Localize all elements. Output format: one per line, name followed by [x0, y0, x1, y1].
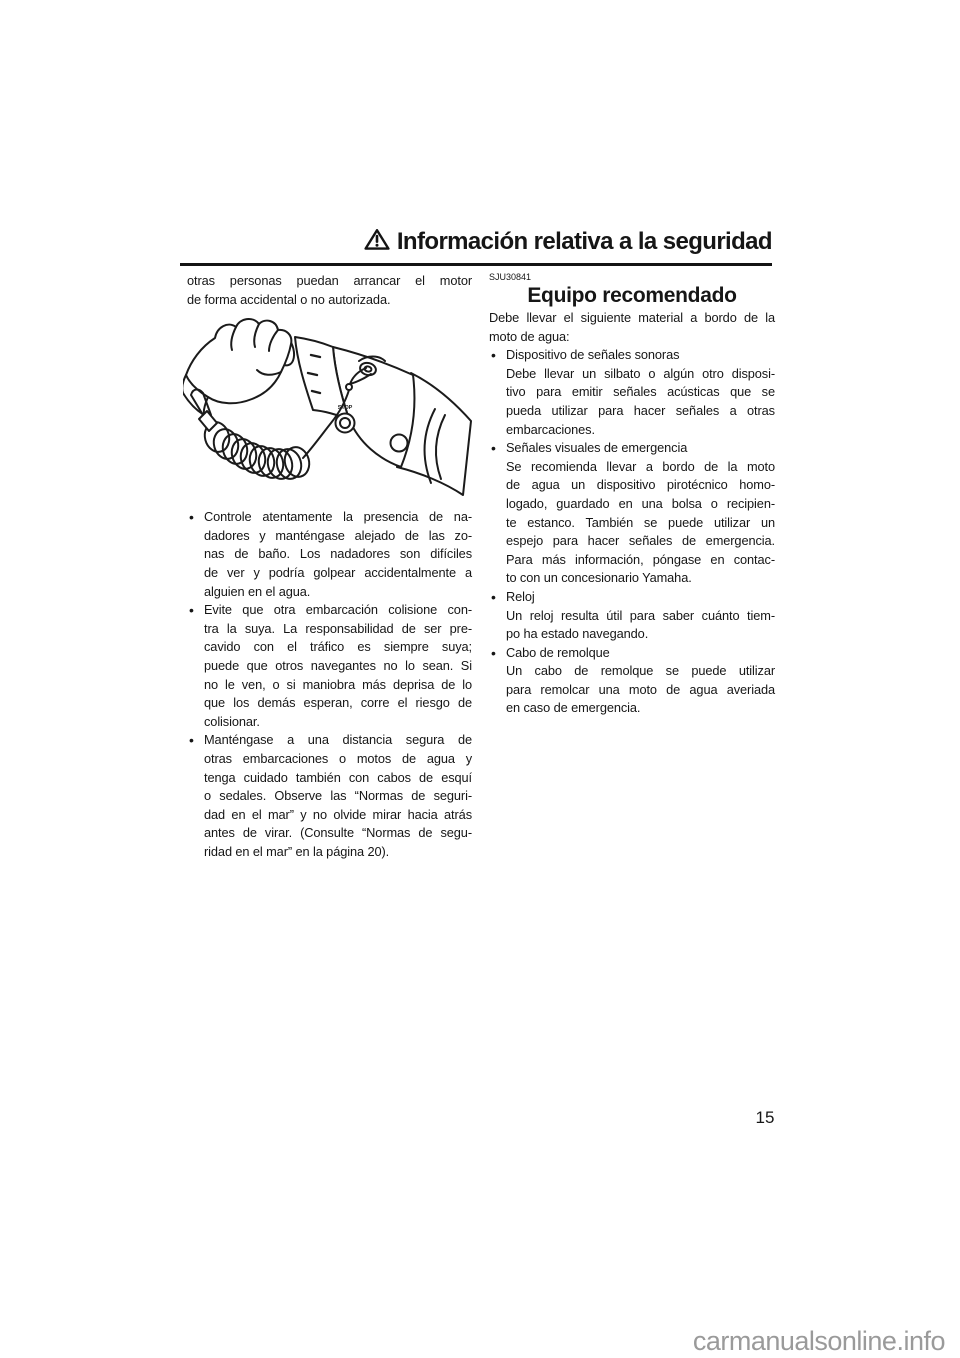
bullet-title: • Cabo de remolque — [506, 644, 610, 660]
stop-button-label: STOP — [337, 405, 353, 412]
bullet-item — [489, 439, 775, 588]
page-header — [180, 228, 772, 266]
intro-paragraph: otras personas puedan arrancar el motor de forma accidental o no autorizada. — [187, 273, 472, 307]
bullet-item — [187, 508, 472, 601]
bullet-item — [187, 601, 472, 731]
left-column — [187, 272, 472, 861]
bullet-text: Un reloj resulta útil para saber cuánto tiem- po ha estado navegando. — [506, 607, 775, 642]
right-bullet-list — [489, 346, 775, 718]
bullet-item — [489, 644, 775, 718]
bullet-text: Debe llevar un silbato o algún otro disposi- tivo para emitir señales acústicas que se pueda utilizar para hacer señales a otras embarcaciones. — [506, 365, 775, 437]
section-code: SJU30841 — [489, 272, 532, 282]
bullet-title: • Señales visuales de emergencia — [506, 440, 688, 456]
page-title: Información relativa a la seguridad — [396, 228, 772, 255]
bullet-text: Un cabo de remolque se puede utilizar para remolcar una moto de agua averiada en caso de emergencia. — [506, 663, 775, 716]
bullet-text: • Evite que otra embarcación colisione con- tra la suya. La responsabilidad de ser pre- cavido con el tráfico es siempre suya; puede que otros navegantes no lo sean. Si no le ven, o si maniobra más deprisa de lo que los demás esperan, corre el riesgo de colisionar. — [204, 602, 472, 729]
bullet-title: • Reloj — [506, 588, 535, 604]
bullet-item — [187, 731, 472, 861]
left-bullet-list — [187, 508, 472, 861]
engine-shutoff-cord-figure — [183, 317, 478, 502]
figure-drawing — [183, 317, 478, 502]
bullet-text: Se recomienda llevar a bordo de la moto de agua un dispositivo pirotécnico homo- logado, guardado en una bolsa o recipien- te estanco. También se puede utilizar un espejo para hacer señales de emergencia. Para más información, póngase en contac- to con un concesionario Yamaha. — [506, 458, 775, 586]
bullet-title: • Dispositivo de señales sonoras — [506, 347, 680, 363]
right-column — [489, 272, 775, 718]
page-number: 15 — [755, 1108, 775, 1127]
bullet-text: • Manténgase a una distancia segura de otras embarcaciones o motos de agua y tenga cuidado también con cabos de esquí o sedales. Observe las “Normas de seguri- dad en el mar” y no olvide mirar hacia atrás antes de virar. (Consulte “Normas de segu- ridad en el mar” en la página 20). — [204, 732, 472, 859]
warning-triangle-icon — [364, 228, 390, 256]
section-title: Equipo recomendado — [527, 284, 737, 307]
bullet-item — [489, 346, 775, 439]
bullet-item — [489, 588, 775, 644]
section-intro: Debe llevar el siguiente material a bordo de la moto de agua: — [489, 310, 775, 344]
bullet-text: • Controle atentamente la presencia de na- dadores y manténgase alejado de las zo- nas de baño. Los nadadores son difíciles de ver y podría golpear accidentalmente a alguien en el agua. — [204, 509, 472, 599]
watermark: carmanualsonline.info — [692, 1326, 945, 1356]
